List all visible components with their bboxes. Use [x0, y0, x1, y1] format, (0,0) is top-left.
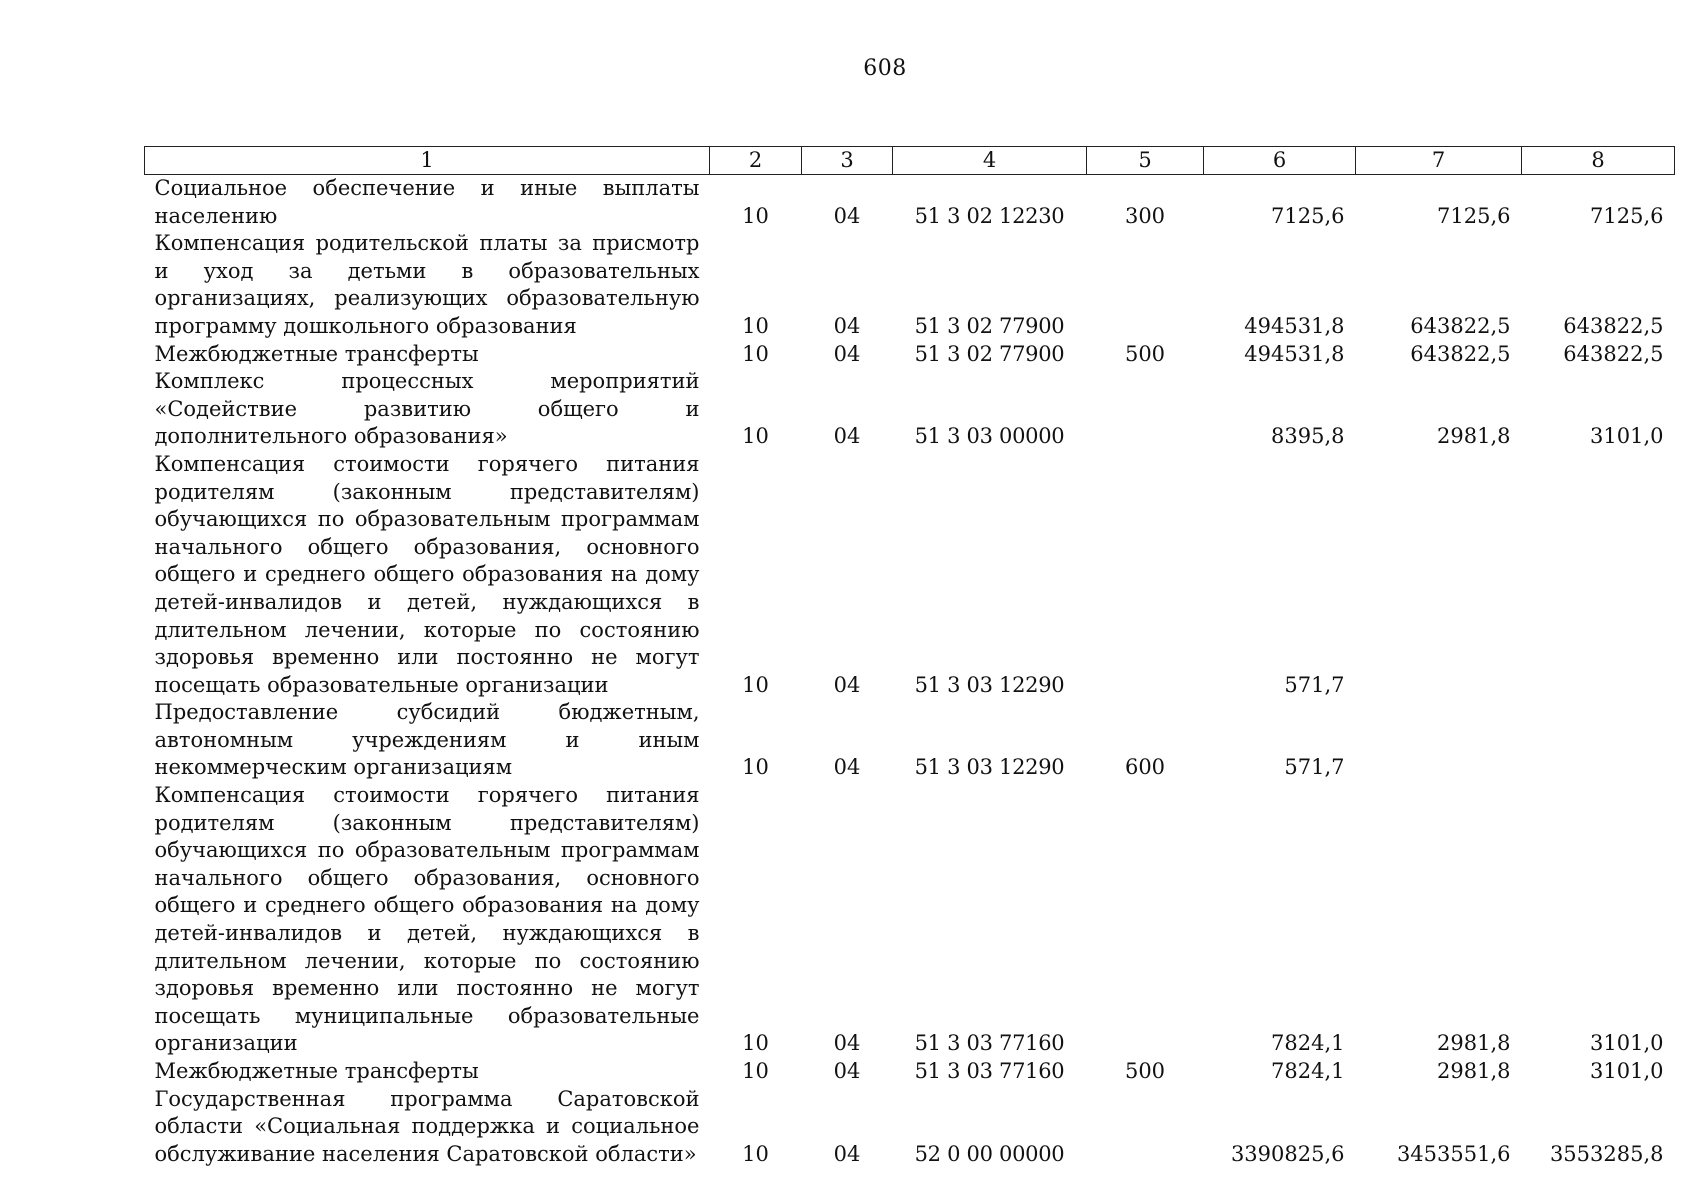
page-number: 608: [863, 56, 907, 81]
table-row: [145, 782, 1675, 1058]
header-row: [145, 147, 1675, 175]
row-subsection: 04: [833, 424, 861, 449]
table-row: [145, 341, 1675, 369]
header-col-1: 1: [145, 147, 710, 175]
header-col-8: 8: [1522, 147, 1675, 175]
row-amount-col8: 3553285,8: [1549, 1141, 1664, 1166]
row-name: Государственная программа Саратовской области «Социальная поддержка и социальное обслуживание населения Саратовской области»: [154, 1086, 700, 1166]
table-row: [145, 1086, 1675, 1169]
budget-table: [144, 146, 1675, 1168]
row-amount-col6: 3390825,6: [1230, 1141, 1345, 1166]
row-target-code: 51 3 03 12290: [914, 672, 1065, 697]
row-subsection: 04: [833, 1059, 861, 1083]
row-amount-col8: [1522, 699, 1675, 782]
row-amount-col8: [1522, 451, 1675, 699]
row-name: Компенсация стоимости горячего питания родителям (законным представителям) обучающихся по образовательным программам начального общего образования, основного общего и среднего общего образования на дому детей-инвалидов и детей, нуждающихся в длительном лечении, которые по состоянию здоровья временно или постоянно не могут посещать муниципальные образовательные организации: [154, 783, 700, 1056]
row-amount-col6: 571,7: [1284, 672, 1345, 697]
table-header: [145, 147, 1675, 175]
row-subsection: 04: [833, 1141, 861, 1166]
row-amount-col7: 643822,5: [1410, 341, 1511, 366]
header-col-3: 3: [802, 147, 893, 175]
row-expense-type: [1087, 1086, 1204, 1169]
row-amount-col6: 8395,8: [1271, 424, 1345, 449]
row-amount-col6: 494531,8: [1244, 341, 1345, 366]
row-expense-type: 500: [1124, 1059, 1166, 1083]
row-amount-col7: 2981,8: [1437, 424, 1511, 449]
row-expense-type: [1087, 368, 1204, 451]
row-amount-col8: 643822,5: [1563, 313, 1664, 338]
row-subsection: 04: [833, 341, 861, 366]
row-amount-col8: 3101,0: [1590, 1059, 1664, 1083]
row-subsection: 04: [833, 203, 861, 228]
row-target-code: 51 3 03 77160: [914, 1059, 1065, 1083]
row-amount-col6: 494531,8: [1244, 313, 1345, 338]
table-row: [145, 1058, 1675, 1086]
row-expense-type: [1087, 782, 1204, 1058]
row-amount-col6: 7125,6: [1271, 203, 1345, 228]
row-section: 10: [742, 672, 769, 697]
row-amount-col8: 3101,0: [1590, 424, 1664, 449]
row-expense-type: 500: [1124, 341, 1166, 366]
row-amount-col8: 7125,6: [1590, 203, 1664, 228]
row-section: 10: [742, 1141, 769, 1166]
row-name: Компенсация родительской платы за присмотр и уход за детьми в образовательных организациях, реализующих образовательную программу дошкольного образования: [154, 231, 700, 338]
row-section: 10: [742, 313, 769, 338]
row-target-code: 51 3 03 00000: [914, 424, 1065, 449]
table-row: [145, 451, 1675, 699]
row-expense-type: 600: [1124, 755, 1166, 780]
row-name: Компенсация стоимости горячего питания родителям (законным представителям) обучающихся по образовательным программам начального общего образования, основного общего и среднего общего образования на дому детей-инвалидов и детей, нуждающихся в длительном лечении, которые по состоянию здоровья временно или постоянно не могут посещать образовательные организации: [154, 451, 700, 697]
header-col-4: 4: [893, 147, 1087, 175]
row-amount-col7: 7125,6: [1437, 203, 1511, 228]
row-section: 10: [742, 341, 769, 366]
row-amount-col6: 7824,1: [1271, 1059, 1345, 1083]
header-col-6: 6: [1204, 147, 1356, 175]
row-amount-col6: 571,7: [1284, 755, 1345, 780]
row-target-code: 51 3 02 77900: [914, 313, 1065, 338]
row-section: 10: [742, 1031, 769, 1056]
row-name: Комплекс процессных мероприятий «Содействие развитию общего и дополнительного образования»: [154, 369, 700, 449]
table-row: [145, 368, 1675, 451]
row-section: 10: [742, 424, 769, 449]
row-subsection: 04: [833, 313, 861, 338]
row-amount-col7: 2981,8: [1437, 1059, 1511, 1083]
row-subsection: 04: [833, 1031, 861, 1056]
row-amount-col7: [1356, 699, 1522, 782]
row-amount-col7: [1356, 451, 1522, 699]
header-col-2: 2: [710, 147, 802, 175]
row-expense-type: 300: [1124, 203, 1166, 228]
row-name: Межбюджетные трансферты: [154, 341, 479, 366]
row-subsection: 04: [833, 755, 861, 780]
header-col-5: 5: [1087, 147, 1204, 175]
row-amount-col7: 643822,5: [1410, 313, 1511, 338]
row-target-code: 52 0 00 00000: [914, 1141, 1065, 1166]
row-target-code: 51 3 03 12290: [914, 755, 1065, 780]
row-section: 10: [742, 755, 769, 780]
table-row: [145, 175, 1675, 231]
row-expense-type: [1087, 451, 1204, 699]
header-col-7: 7: [1356, 147, 1522, 175]
row-name: Социальное обеспечение и иные выплаты населению: [154, 176, 700, 228]
row-target-code: 51 3 03 77160: [914, 1031, 1065, 1056]
row-name: Предоставление субсидий бюджетным, автономным учреждениям и иным некоммерческим организациям: [154, 700, 700, 780]
row-amount-col6: 7824,1: [1271, 1031, 1345, 1056]
row-amount-col8: 643822,5: [1563, 341, 1664, 366]
row-subsection: 04: [833, 672, 861, 697]
row-expense-type: [1087, 230, 1204, 340]
row-target-code: 51 3 02 77900: [914, 341, 1065, 366]
table-row: [145, 699, 1675, 782]
row-amount-col8: 3101,0: [1590, 1031, 1664, 1056]
row-amount-col7: 3453551,6: [1396, 1141, 1511, 1166]
row-section: 10: [742, 1059, 769, 1083]
row-target-code: 51 3 02 12230: [914, 203, 1065, 228]
row-amount-col7: 2981,8: [1437, 1031, 1511, 1056]
table-row: [145, 230, 1675, 340]
row-section: 10: [742, 203, 769, 228]
row-name: Межбюджетные трансферты: [154, 1059, 479, 1083]
